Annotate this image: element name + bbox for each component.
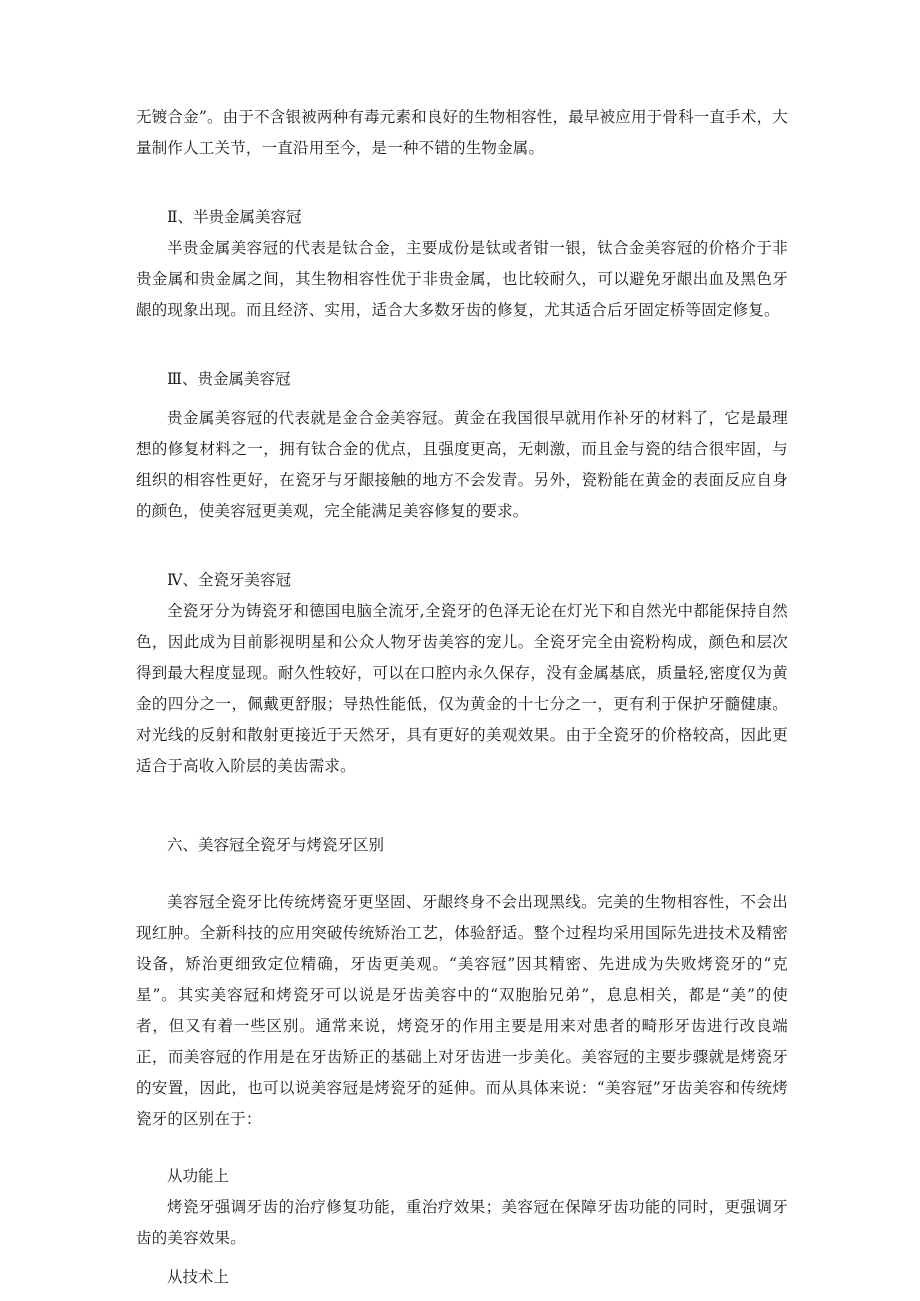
section-heading-all-ceramic: Ⅳ、全瓷牙美容冠 [167,571,291,589]
section-body-precious: 贵金属美容冠的代表就是金合金美容冠。黄金在我国很早就用作补牙的材料了，它是最理想的修复材料之一，拥有钛合金的优点，且强度更高，无刺激，而且金与瓷的结合很牢固，与组织的相容性更好，在瓷牙与牙龈接触的地方不会发青。另外，瓷粉能在黄金的表面反应自身的颜色，使美容冠更美观，完全能满足美容修复的要求。 [136,409,788,520]
subheading-technique: 从技术上 [167,1268,230,1286]
section-body-all-ceramic: 全瓷牙分为铸瓷牙和德国电脑全流牙,全瓷牙的色泽无论在灯光下和自然光中都能保持自然色，因此成为目前影视明星和公众人物牙齿美容的宠儿。全瓷牙完全由瓷粉构成，颜色和层次得到最大程度显现。耐久性较好，可以在口腔内永久保存，没有金属基底，质量轻,密度仅为黄金的四分之一，佩戴更舒服；导热性能低，仅为黄金的十七分之一，更有利于保护牙髓健康。对光线的反射和散射更接近于天然牙，具有更好的美观效果。由于全瓷牙的价格较高，因此更适合于高收入阶层的美齿需求。 [136,602,788,775]
section-body-semi-precious: 半贵金属美容冠的代表是钛合金，主要成份是钛或者钳一银，钛合金美容冠的价格介于非贵金属和贵金属之间，其生物相容性优于非贵金属，也比较耐久，可以避免牙龈出血及黑色牙龈的现象出现。而且经济、实用，适合大多数牙齿的修复，尤其适合后牙固定桥等固定修复。 [136,239,788,319]
intro-paragraph: 无镀合金”。由于不含银被两种有毒元素和良好的生物相容性，最早被应用于骨科一直手术，大量制作人工关节，一直沿用至今，是一种不错的生物金属。 [136,108,788,157]
section-body-difference: 美容冠全瓷牙比传统烤瓷牙更坚固、牙龈终身不会出现黑线。完美的生物相容性，不会出现红肿。全新科技的应用突破传统矫治工艺，体验舒适。整个过程均采用国际先进技术及精密设备，矫治更细致定位精确，牙齿更美观。“美容冠”因其精密、先进成为失败烤瓷牙的“克星”。其实美容冠和烤瓷牙可以说是牙齿美容中的“双胞胎兄弟”，息息相关，都是“美”的使者，但又有着一些区别。通常来说，烤瓷牙的作用主要是用来对患者的畸形牙齿进行改良端正，而美容冠的作用是在牙齿矫正的基础上对牙齿进一步美化。美容冠的主要步骤就是烤瓷牙的安置，因此，也可以说美容冠是烤瓷牙的延伸。而从具体来说：“美容冠”牙齿美容和传统烤瓷牙的区别在于： [136,893,788,1128]
section-heading-difference: 六、美容冠全瓷牙与烤瓷牙区别 [167,836,385,854]
section-heading-semi-precious: Ⅱ、半贵金属美容冠 [167,208,302,226]
subheading-function: 从功能上 [167,1167,230,1185]
function-body: 烤瓷牙强调牙齿的治疗修复功能，重治疗效果；美容冠在保障牙齿功能的同时，更强调牙齿的美容效果。 [136,1198,788,1247]
document-page [136,102,788,1293]
section-heading-precious: Ⅲ、贵金属美容冠 [167,370,291,388]
